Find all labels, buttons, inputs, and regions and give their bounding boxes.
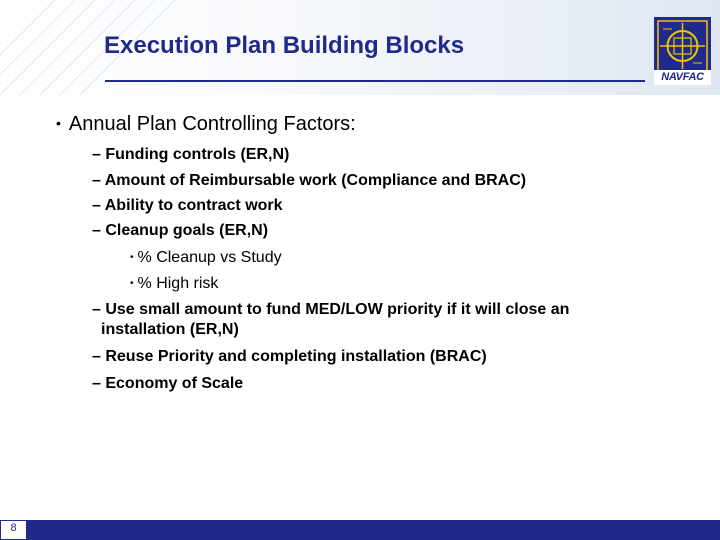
- sub-bullet-contract: – Ability to contract work: [92, 197, 283, 214]
- bullet-marker: •: [130, 252, 134, 263]
- page-number: 8: [10, 522, 17, 534]
- sub-bullet-reuse-priority: – Reuse Priority and completing installation (BRAC): [92, 348, 487, 365]
- navfac-logo-text: NAVFAC: [654, 70, 711, 85]
- bullet-marker: •: [56, 115, 61, 131]
- sub-bullet-reimbursable: – Amount of Reimbursable work (Compliance and BRAC): [92, 172, 527, 189]
- sub-sub-bullet-text: % Cleanup vs Study: [137, 249, 282, 266]
- sub-bullet-small-amount: – Use small amount to fund MED/LOW priority if it will close an: [92, 301, 570, 318]
- sub-sub-bullet-cleanup-vs-study: [130, 249, 282, 267]
- footer-bar: [0, 520, 720, 540]
- sub-bullet-economy-of-scale: – Economy of Scale: [92, 375, 244, 392]
- page-title: Execution Plan Building Blocks: [104, 32, 465, 59]
- sub-sub-bullet-text: % High risk: [137, 275, 219, 292]
- main-bullet-text: Annual Plan Controlling Factors:: [68, 113, 356, 135]
- sub-bullet-small-amount-continued: installation (ER,N): [101, 321, 239, 338]
- sub-sub-bullet-high-risk: [130, 275, 218, 293]
- bullet-marker: •: [130, 278, 134, 289]
- sub-bullet-funding: – Funding controls (ER,N): [92, 146, 290, 163]
- sub-bullet-cleanup-goals: – Cleanup goals (ER,N): [92, 222, 269, 239]
- main-bullet: [56, 113, 356, 136]
